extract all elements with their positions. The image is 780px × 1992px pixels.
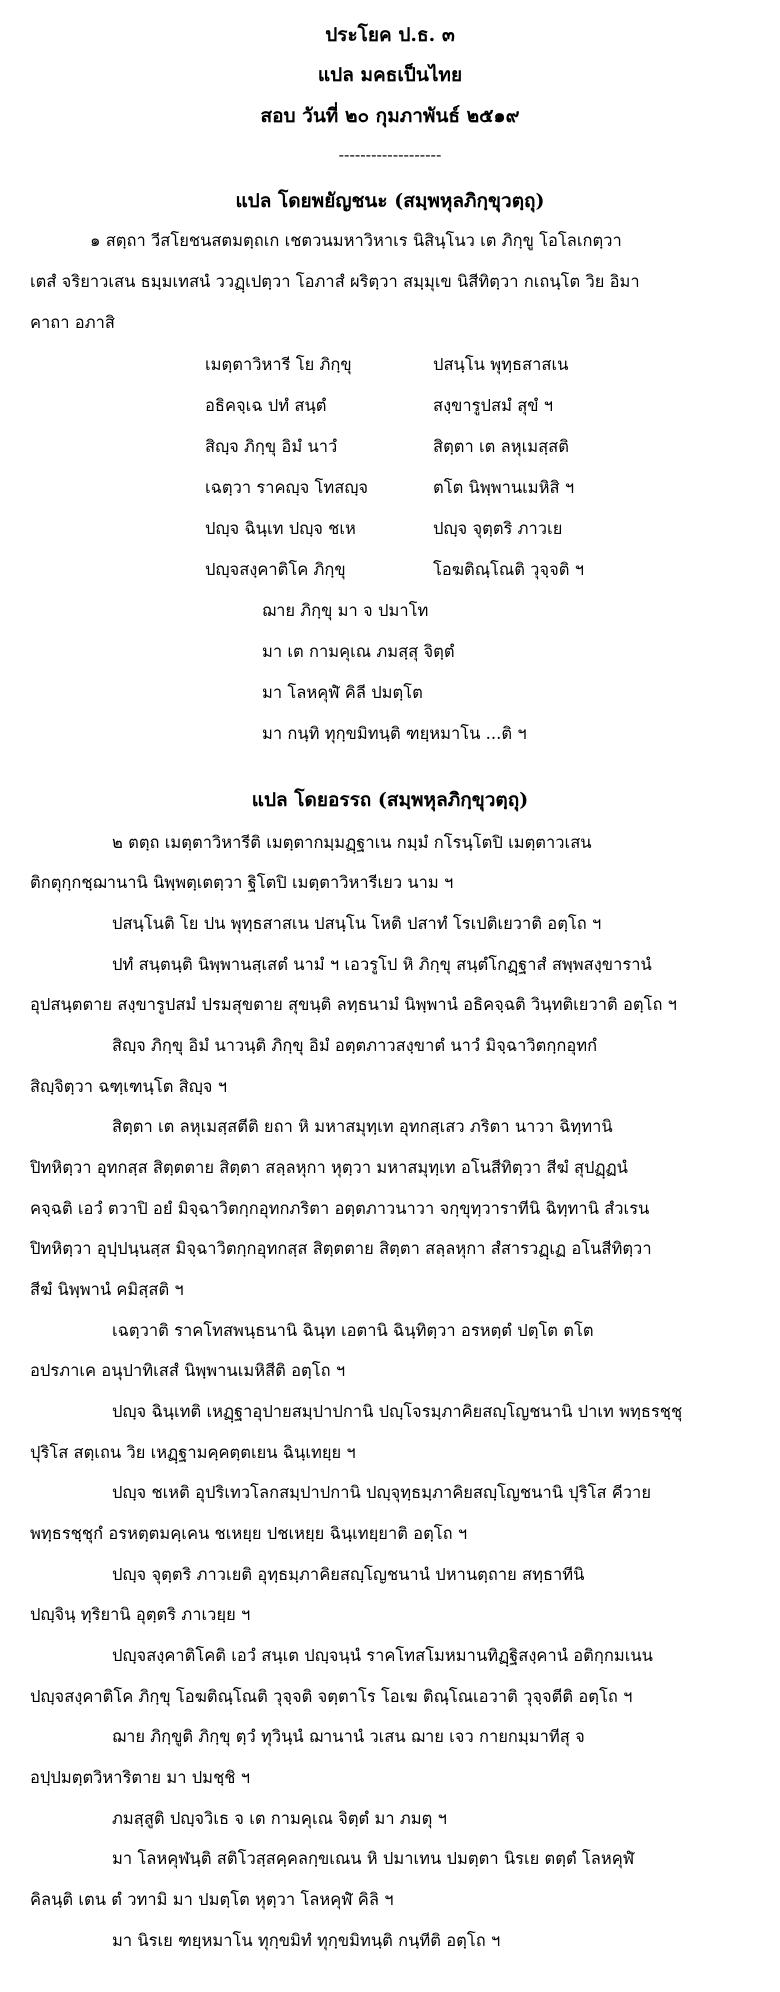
exam-title: ประโยค ป.ธ. ๓ [325, 24, 455, 46]
section2-line: ปิทหิตฺวา อุทกสฺส สิตฺตตาย สิตฺตา สลฺลหุกา หุตฺวา มหาสมุทฺเท อโนสีทิตฺวา สีฆํ สุปฏฺฏนํ [30, 1158, 628, 1177]
section1-intro-line: คาถา อภาสิ [30, 313, 115, 332]
section2-heading: แปล โดยอรรถ (สมฺพหุลภิกฺขุวตฺถุ) [251, 789, 529, 811]
exam-subtitle: แปล มคธเป็นไทย [317, 64, 463, 86]
section2-line: อุปสนฺตตาย สงฺขารูปสมํ ปรมสุขตาย สุขนฺติ ลทฺธนามํ นิพฺพานํ อธิคจฺฉติ วินฺทติเยวาติ อตฺโถ ฯ [30, 995, 677, 1014]
section2-line: เฉตฺวาติ ราคโทสพนฺธนานิ ฉินฺท เอตานิ ฉินฺทิตฺวา อรหตฺตํ ปตฺโต ตโต [112, 1321, 594, 1340]
section2-line: ปญฺจ ฉินฺเทติ เหฏฺฐาอุปายสมฺปาปกานิ ปญฺโจรมฺภาคิยสญฺโญชนานิ ปาเท พทฺธรชฺชุ [112, 1402, 683, 1421]
section2-line: สีฆํ นิพฺพานํ คมิสฺสติ ฯ [30, 1280, 184, 1299]
section2-line: คจฺฉติ เอวํ ตวาปิ อยํ มิจฺฉาวิตกฺกอุทกภริตา อตฺตภาวนาวา จกฺขุทฺวาราทีนิ ฉิทฺทานิ สํวเรน [30, 1199, 650, 1218]
section2-line: ปญฺจินฺ ทฺริยานิ อุตฺตริ ภาเวยฺย ฯ [30, 1605, 251, 1624]
section1-heading: แปล โดยพยัญชนะ (สมฺพหุลภิกฺขุวตฺถุ) [235, 190, 545, 212]
section2-line: อปรภาเค อนุปาทิเสสํ นิพฺพานเมหิสีติ อตฺโถ ฯ [30, 1361, 346, 1380]
verse-tail: มา เต กามคุเณ ภมสฺสุ จิตฺตํ [262, 642, 455, 661]
section2-line: มา นิรเย ฑยฺหมาโน ทุกฺขมิทํ ทุกฺขมิทนฺติ กนฺทีติ อตฺโถ ฯ [112, 1931, 501, 1950]
section1-intro-line: เตสํ จริยาวเสน ธมฺมเทสนํ ววฏฺเปตฺวา โอภาสํ ผริตฺวา สมฺมุเข นิสีทิตฺวา กเถนฺโต วิย อิมา [30, 272, 640, 291]
section2-line: ติกตุกฺกชฺฌานานิ นิพฺพตฺเตตฺวา ฐิโตปิ เมตฺตาวิหารีเยว นาม ฯ [30, 873, 454, 892]
section2-line: ปสนฺโนติ โย ปน พุทฺธสาสเน ปสนฺโน โหติ ปสาทํ โรเปติเยวาติ อตฺโถ ฯ [112, 914, 602, 933]
verse-right: ปญฺจ จุตฺตริ ภาวเย [433, 519, 563, 538]
verse-right: สิตฺตา เต ลหุเมสฺสติ [433, 437, 569, 456]
exam-date: สอบ วันที่ ๒๐ กุมภาพันธ์ ๒๕๑๙ [260, 105, 520, 127]
verse-left: สิญฺจ ภิกฺขุ อิมํ นาวํ [205, 437, 338, 456]
section2-line: พทฺธรชฺชุกํ อรหตฺตมคฺเคน ชเหยฺย ปชเหยฺย ฉินฺเทยฺยาติ อตฺโถ ฯ [30, 1524, 468, 1543]
verse-left: เฉตฺวา ราคญฺจ โทสญฺจ [205, 478, 369, 497]
verse-left: เมตฺตาวิหารี โย ภิกฺขุ [205, 355, 352, 374]
section2-line: ปญฺจ จุตฺตริ ภาวเยติ อุทฺธมฺภาคิยสญฺโญชนานํ ปหานตฺถาย สทฺธาทีนิ [112, 1565, 585, 1584]
section2-line: ภมสฺสูติ ปญฺจวิเธ จ เต กามคุเณ จิตฺตํ มา ภมตุ ฯ [112, 1809, 447, 1828]
verse-right: โอฆติณฺโณติ วุจฺจติ ฯ [433, 560, 584, 579]
verse-tail: ฌาย ภิกฺขุ มา จ ปมาโท [262, 601, 429, 620]
section2-line: สิญฺจ ภิกฺขุ อิมํ นาวนฺติ ภิกฺขุ อิมํ อตฺตภาวสงฺขาตํ นาวํ มิจฺฉาวิตกฺกอุทกํ [112, 1036, 598, 1055]
section2-line: ปญฺจสงฺคาติโคติ เอวํ สนฺเต ปญฺจนฺนํ ราคโทสโมหมานทิฏฺฐิสงฺคานํ อติกฺกมเนน [112, 1646, 653, 1665]
section2-line: ฌาย ภิกฺขูติ ภิกฺขุ ตฺวํ ทุวินฺนํ ฌานานํ วเสน ฌาย เจว กายกมฺมาทีสุ จ [112, 1727, 585, 1746]
verse-right: ปสนฺโน พุทฺธสาสเน [433, 355, 569, 374]
verse-left: อธิคจฺเฉ ปทํ สนฺตํ [205, 396, 327, 415]
verse-right: ตโต นิพฺพานเมหิสิ ฯ [433, 478, 575, 497]
section1-intro-line: ๑ สตฺถา วีสโยชนสตมตฺถเก เชตวนมหาวิหาเร นิสินฺโนว เต ภิกฺขู โอโลเกตฺวา [90, 231, 622, 250]
verse-tail: มา โลหคุฬํ คิลี ปมตฺโต [262, 683, 423, 702]
verse-left: ปญฺจ ฉินฺเท ปญฺจ ชเห [205, 519, 356, 538]
header-separator: ------------------- [338, 145, 442, 164]
verse-right: สงฺขารูปสมํ สุขํ ฯ [433, 396, 554, 415]
section2-line: สิตฺตา เต ลหุเมสฺสตีติ ยถา หิ มหาสมุทฺเท อุทกสฺเสว ภริตา นาวา ฉิทฺทานิ [112, 1117, 613, 1136]
section2-line: ปญฺจสงฺคาติโค ภิกฺขุ โอฆติณฺโณติ วุจฺจติ จตฺตาโร โอเฆ ติณฺโณเอวาติ วุจฺจตีติ อตฺโถ ฯ [30, 1687, 633, 1706]
verse-left: ปญฺจสงฺคาติโค ภิกฺขุ [205, 560, 346, 579]
section2-line: ปุริโส สตฺเถน วิย เหฏฺฐามคฺคตฺตเยน ฉินฺเทยฺย ฯ [30, 1443, 356, 1462]
section2-line: อปฺปมตฺตวิหาริตาย มา ปมชฺชิ ฯ [30, 1768, 250, 1787]
section2-line: คิลนฺติ เตน ตํ วทามิ มา ปมตฺโต หุตฺวา โลหคุฬํ คิลิ ฯ [30, 1890, 394, 1909]
section2-line: ปทํ สนฺตนฺติ นิพฺพานสฺเสตํ นามํ ฯ เอวรูโป หิ ภิกฺขุ สนฺตํโกฏฺฐาสํ สพฺพสงฺขารานํ [112, 955, 652, 974]
section2-line: สิญฺจิตฺวา ฉฑฺเฑนฺโต สิญฺจ ฯ [30, 1077, 227, 1096]
section2-line: ปญฺจ ชเหติ อุปริเทวโลกสมฺปาปกานิ ปญฺจุทฺธมฺภาคิยสญฺโญชนานิ ปุริโส คีวาย [112, 1483, 651, 1502]
section2-line: ๒ ตตฺถ เมตฺตาวิหารีติ เมตฺตากมฺมฏฺฐาเน กมฺมํ กโรนฺโตปิ เมตฺตาวเสน [112, 833, 592, 852]
verse-tail: มา กนฺทิ ทุกฺขมิทนฺติ ฑยฺหมาโน ...ติ ฯ [262, 724, 527, 743]
section2-line: มา โลหคุฬนฺติ สติโวสฺสคฺคลกฺขเณน หิ ปมาเทน ปมตฺตา นิรเย ตตฺตํ โลหคุฬํ [112, 1849, 635, 1868]
section2-line: ปิทหิตฺวา อุปฺปนฺนสฺส มิจฺฉาวิตกฺกอุทกสฺส สิตฺตตาย สิตฺตา สลฺลหุกา สํสารวฏฺเฏ อโนสีทิตฺวา [30, 1239, 652, 1258]
